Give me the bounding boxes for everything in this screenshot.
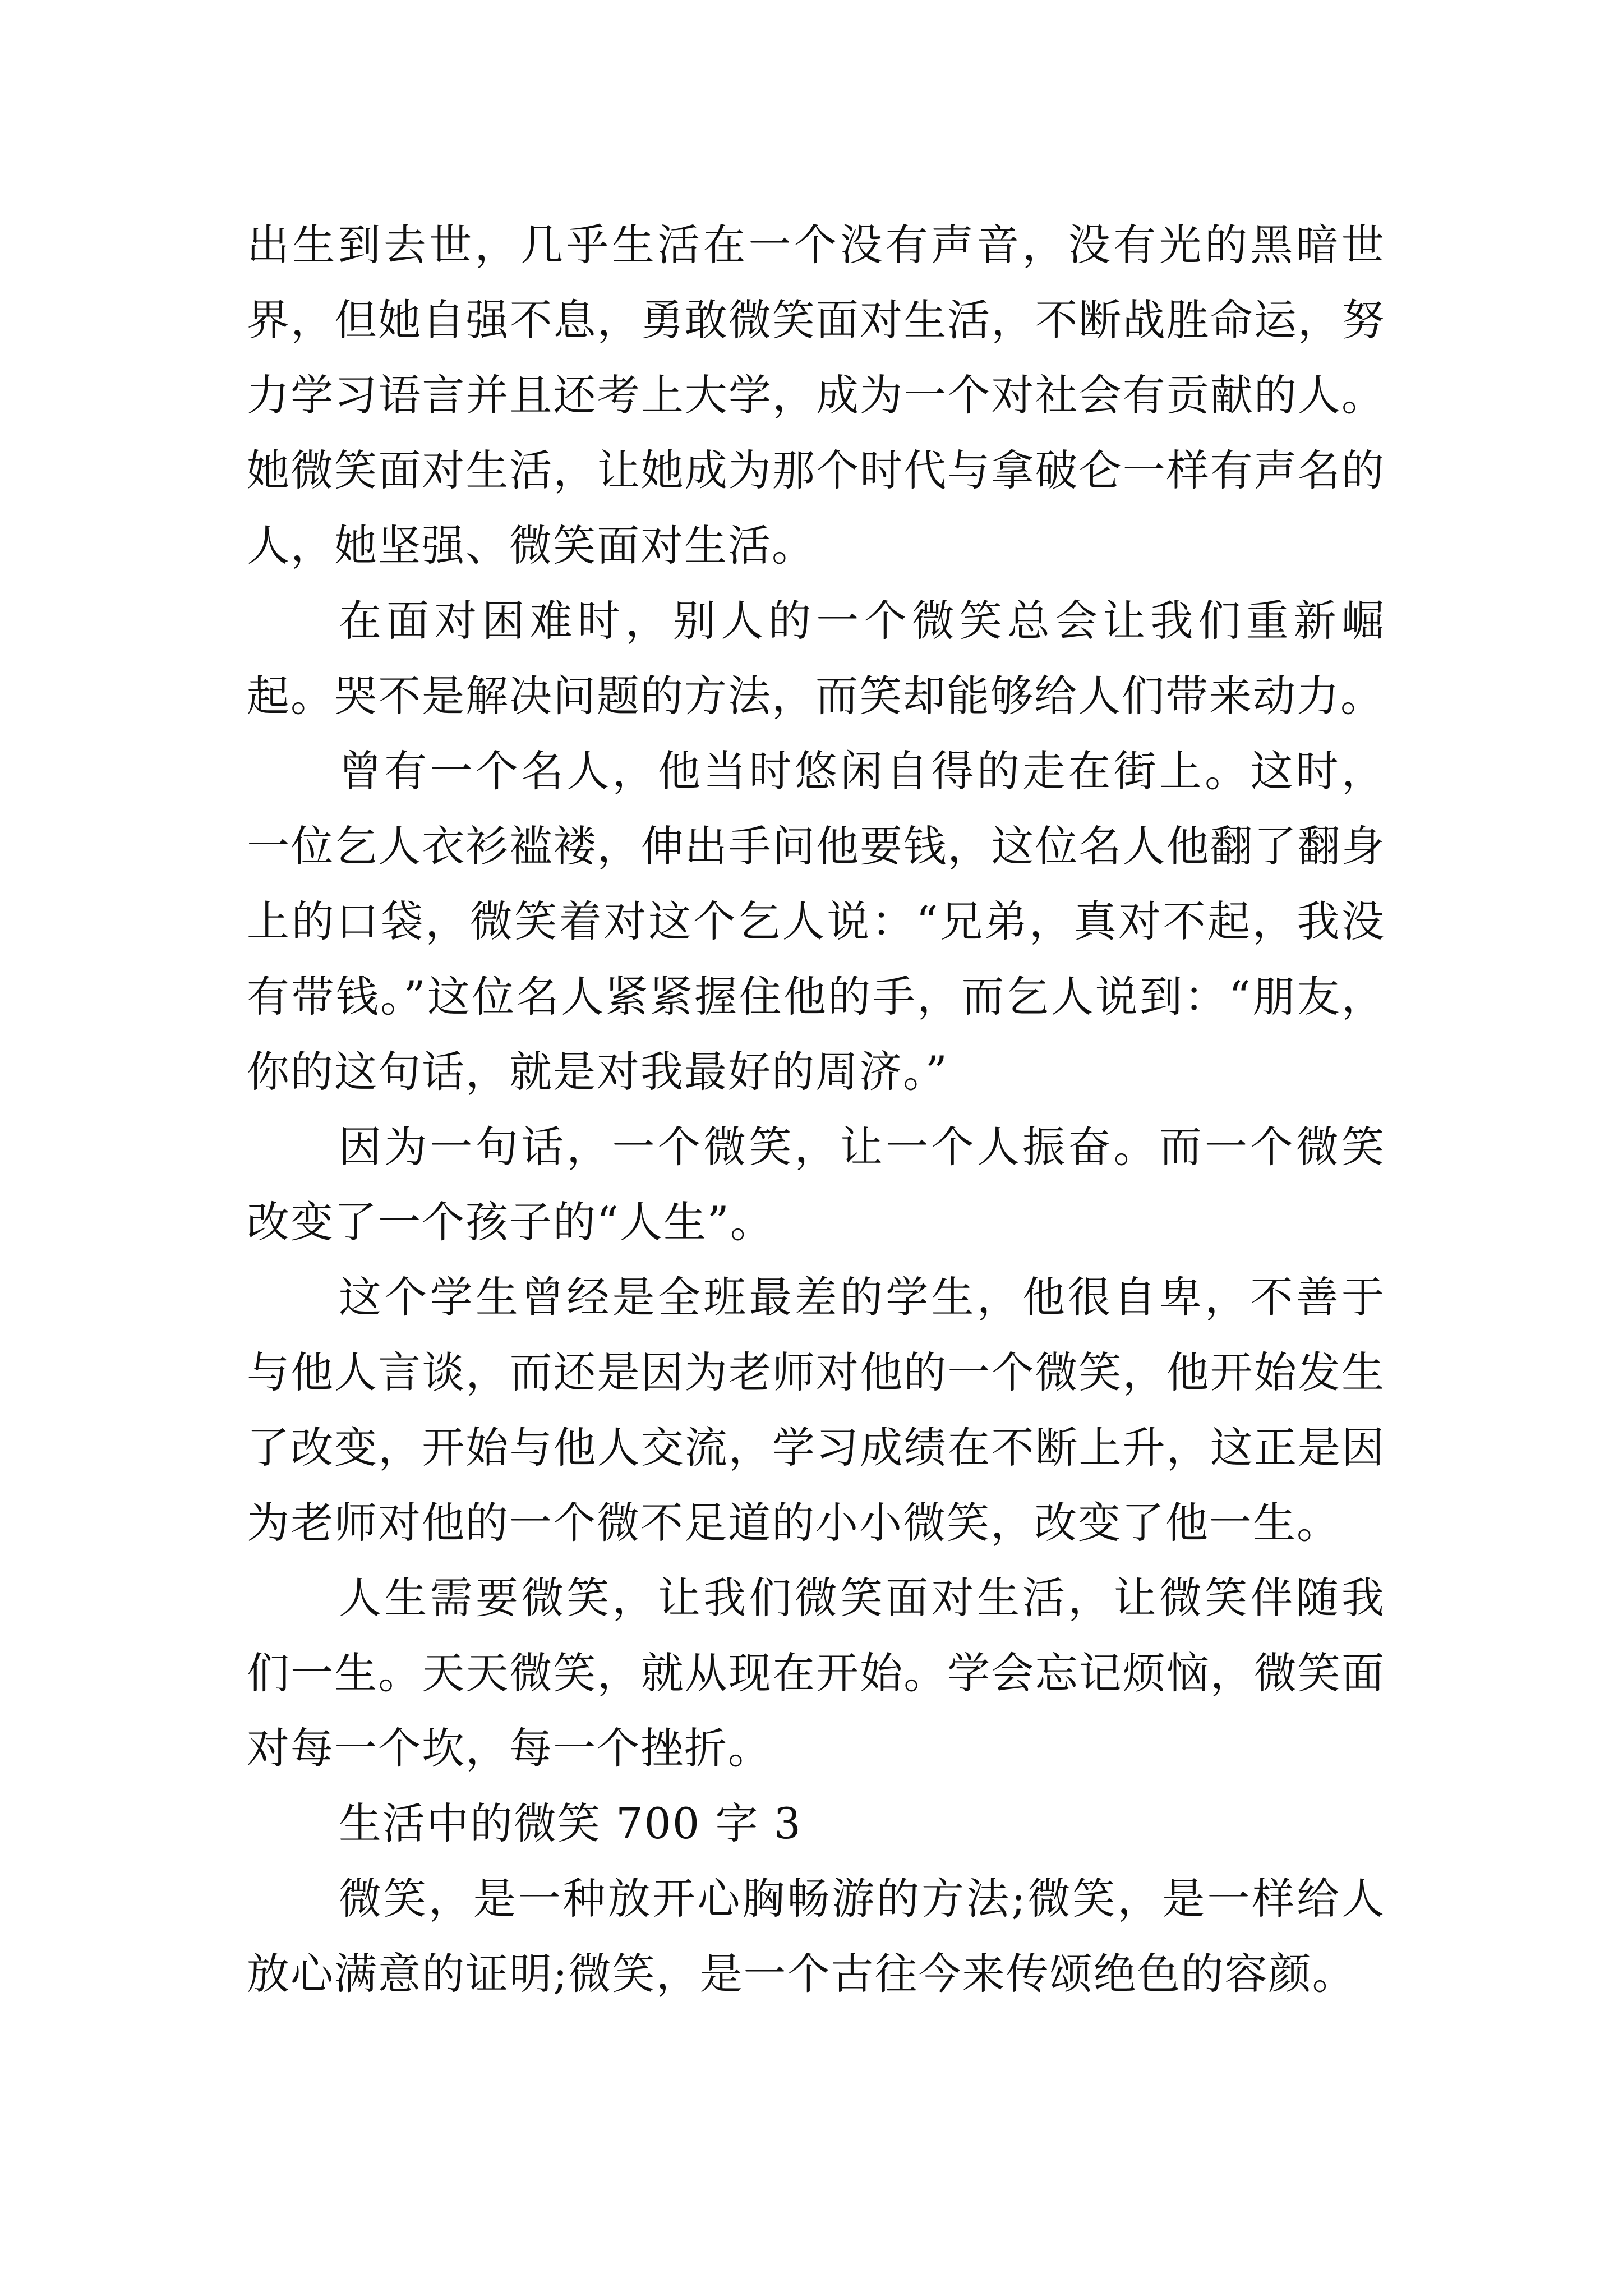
paragraph: 因为一句话，一个微笑，让一个人振奋。而一个微笑改变了一个孩子的“人生”。: [247, 1122, 1385, 1247]
paragraph: 人生需要微笑，让我们微笑面对生活，让微笑伴随我们一生。天天微笑，就从现在开始。学会忘记烦恼，微笑面对每一个坎，每一个挫折。: [247, 1573, 1385, 1773]
paragraph: 曾有一个名人，他当时悠闲自得的走在街上。这时，一位乞人衣衫褴褛，伸出手问他要钱，这位名人他翻了翻身上的口袋，微笑着对这个乞人说：“兄弟，真对不起，我没有带钱。”这位名人紧紧握住他的手，而乞人说到：“朋友，你的这句话，就是对我最好的周济。”: [247, 746, 1385, 1097]
paragraph: 出生到去世，几乎生活在一个没有声音，没有光的黑暗世界，但她自强不息，勇敢微笑面对生活，不断战胜命运，努力学习语言并且还考上大学，成为一个对社会有贡献的人。她微笑面对生活，让她成为那个时代与拿破仑一样有声名的人，她坚强、微笑面对生活。: [247, 220, 1385, 570]
section-heading: 生活中的微笑 700 字 3: [339, 1798, 802, 1848]
paragraph: 在面对困难时，别人的一个微笑总会让我们重新崛起。哭不是解决问题的方法，而笑却能够给人们带来动力。: [247, 596, 1385, 721]
paragraph: 微笑，是一种放开心胸畅游的方法;微笑，是一样给人放心满意的证明;微笑，是一个古往今来传颂绝色的容颜。: [247, 1874, 1385, 1999]
document-body: [247, 208, 1385, 2012]
paragraph: 这个学生曾经是全班最差的学生，他很自卑，不善于与他人言谈，而还是因为老师对他的一个微笑，他开始发生了改变，开始与他人交流，学习成绩在不断上升，这正是因为老师对他的一个微不足道的小小微笑，改变了他一生。: [247, 1272, 1385, 1548]
